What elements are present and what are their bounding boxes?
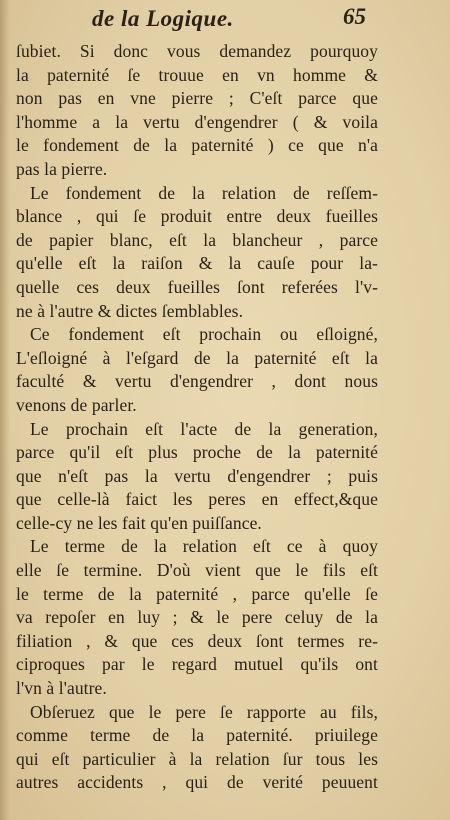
text-line: ne à l'autre & dictes ſemblables. bbox=[16, 300, 244, 321]
text-line: comme terme de la paternité. priuilege bbox=[16, 725, 378, 746]
page-number: 65 bbox=[343, 4, 366, 29]
text-line: va repoſer en luy ; & le pere celuy de la bbox=[16, 607, 378, 628]
paragraph bbox=[16, 40, 378, 182]
text-line: pas la pierre. bbox=[16, 158, 108, 179]
paragraph bbox=[16, 535, 378, 700]
text-line: l'homme a la vertu d'engendrer ( & voila bbox=[16, 111, 378, 132]
body-text bbox=[16, 40, 378, 795]
text-line: Ce fondement eſt prochain ou eſloigné, bbox=[30, 324, 378, 345]
text-line: le terme de la paternité , parce qu'elle ſe bbox=[16, 583, 378, 604]
text-line: que celle-là faict les peres en effect,&que bbox=[16, 489, 378, 510]
text-line: celle-cy ne les fait qu'en puiſſance. bbox=[16, 512, 262, 533]
text-line: parce qu'il eſt plus proche de la paternité bbox=[16, 442, 378, 463]
text-line: le fondement de la paternité ) ce que n'a bbox=[16, 135, 378, 156]
text-line: autres accidents , qui de verité peuuent bbox=[16, 772, 378, 793]
text-line: venons de parler. bbox=[16, 394, 137, 415]
text-line: ſubiet. Si donc vous demandez pourquoy bbox=[16, 41, 378, 61]
text-line: blance , qui ſe produit entre deux fueilles bbox=[16, 206, 378, 227]
text-line: qu'elle eſt la raiſon & la cauſe pour la- bbox=[16, 253, 378, 274]
running-head-title: de la Logique. bbox=[92, 6, 234, 31]
text-line: Le terme de la relation eſt ce à quoy bbox=[30, 536, 378, 557]
text-line: elle ſe termine. D'où vient que le fils eſt bbox=[16, 560, 378, 581]
text-line: l'vn à l'autre. bbox=[16, 678, 107, 699]
text-line: filiation , & que ces deux ſont termes re- bbox=[16, 630, 378, 651]
paragraph bbox=[16, 418, 378, 536]
text-line: non pas en vne pierre ; C'eſt parce que bbox=[16, 88, 378, 109]
running-head bbox=[0, 4, 450, 40]
paragraph bbox=[16, 182, 378, 324]
paragraph bbox=[16, 701, 378, 795]
text-line: qui eſt particulier à la relation ſur tous les bbox=[16, 748, 378, 769]
text-line: Le prochain eſt l'acte de la generation, bbox=[30, 418, 378, 439]
text-line: que n'eſt pas la vertu d'engendrer ; puis bbox=[16, 465, 378, 486]
text-line: L'eſloigné à l'eſgard de la paternité eſt la bbox=[16, 347, 378, 368]
paragraph bbox=[16, 323, 378, 417]
text-line: Le fondement de la relation de reſſem- bbox=[30, 182, 378, 203]
text-line: de papier blanc, eſt la blancheur , parce bbox=[16, 229, 378, 250]
text-line: Obſeruez que le pere ſe rapporte au fils, bbox=[30, 701, 378, 722]
page-gutter-shadow bbox=[0, 0, 10, 820]
text-line: ciproques par le regard mutuel qu'ils ont bbox=[16, 654, 378, 675]
text-line: faculté & vertu d'engendrer , dont nous bbox=[16, 371, 378, 392]
text-line: la paternité ſe trouue en vn homme & bbox=[16, 64, 378, 85]
text-line: quelle ces deux fueilles ſont referées l'v- bbox=[16, 276, 378, 297]
